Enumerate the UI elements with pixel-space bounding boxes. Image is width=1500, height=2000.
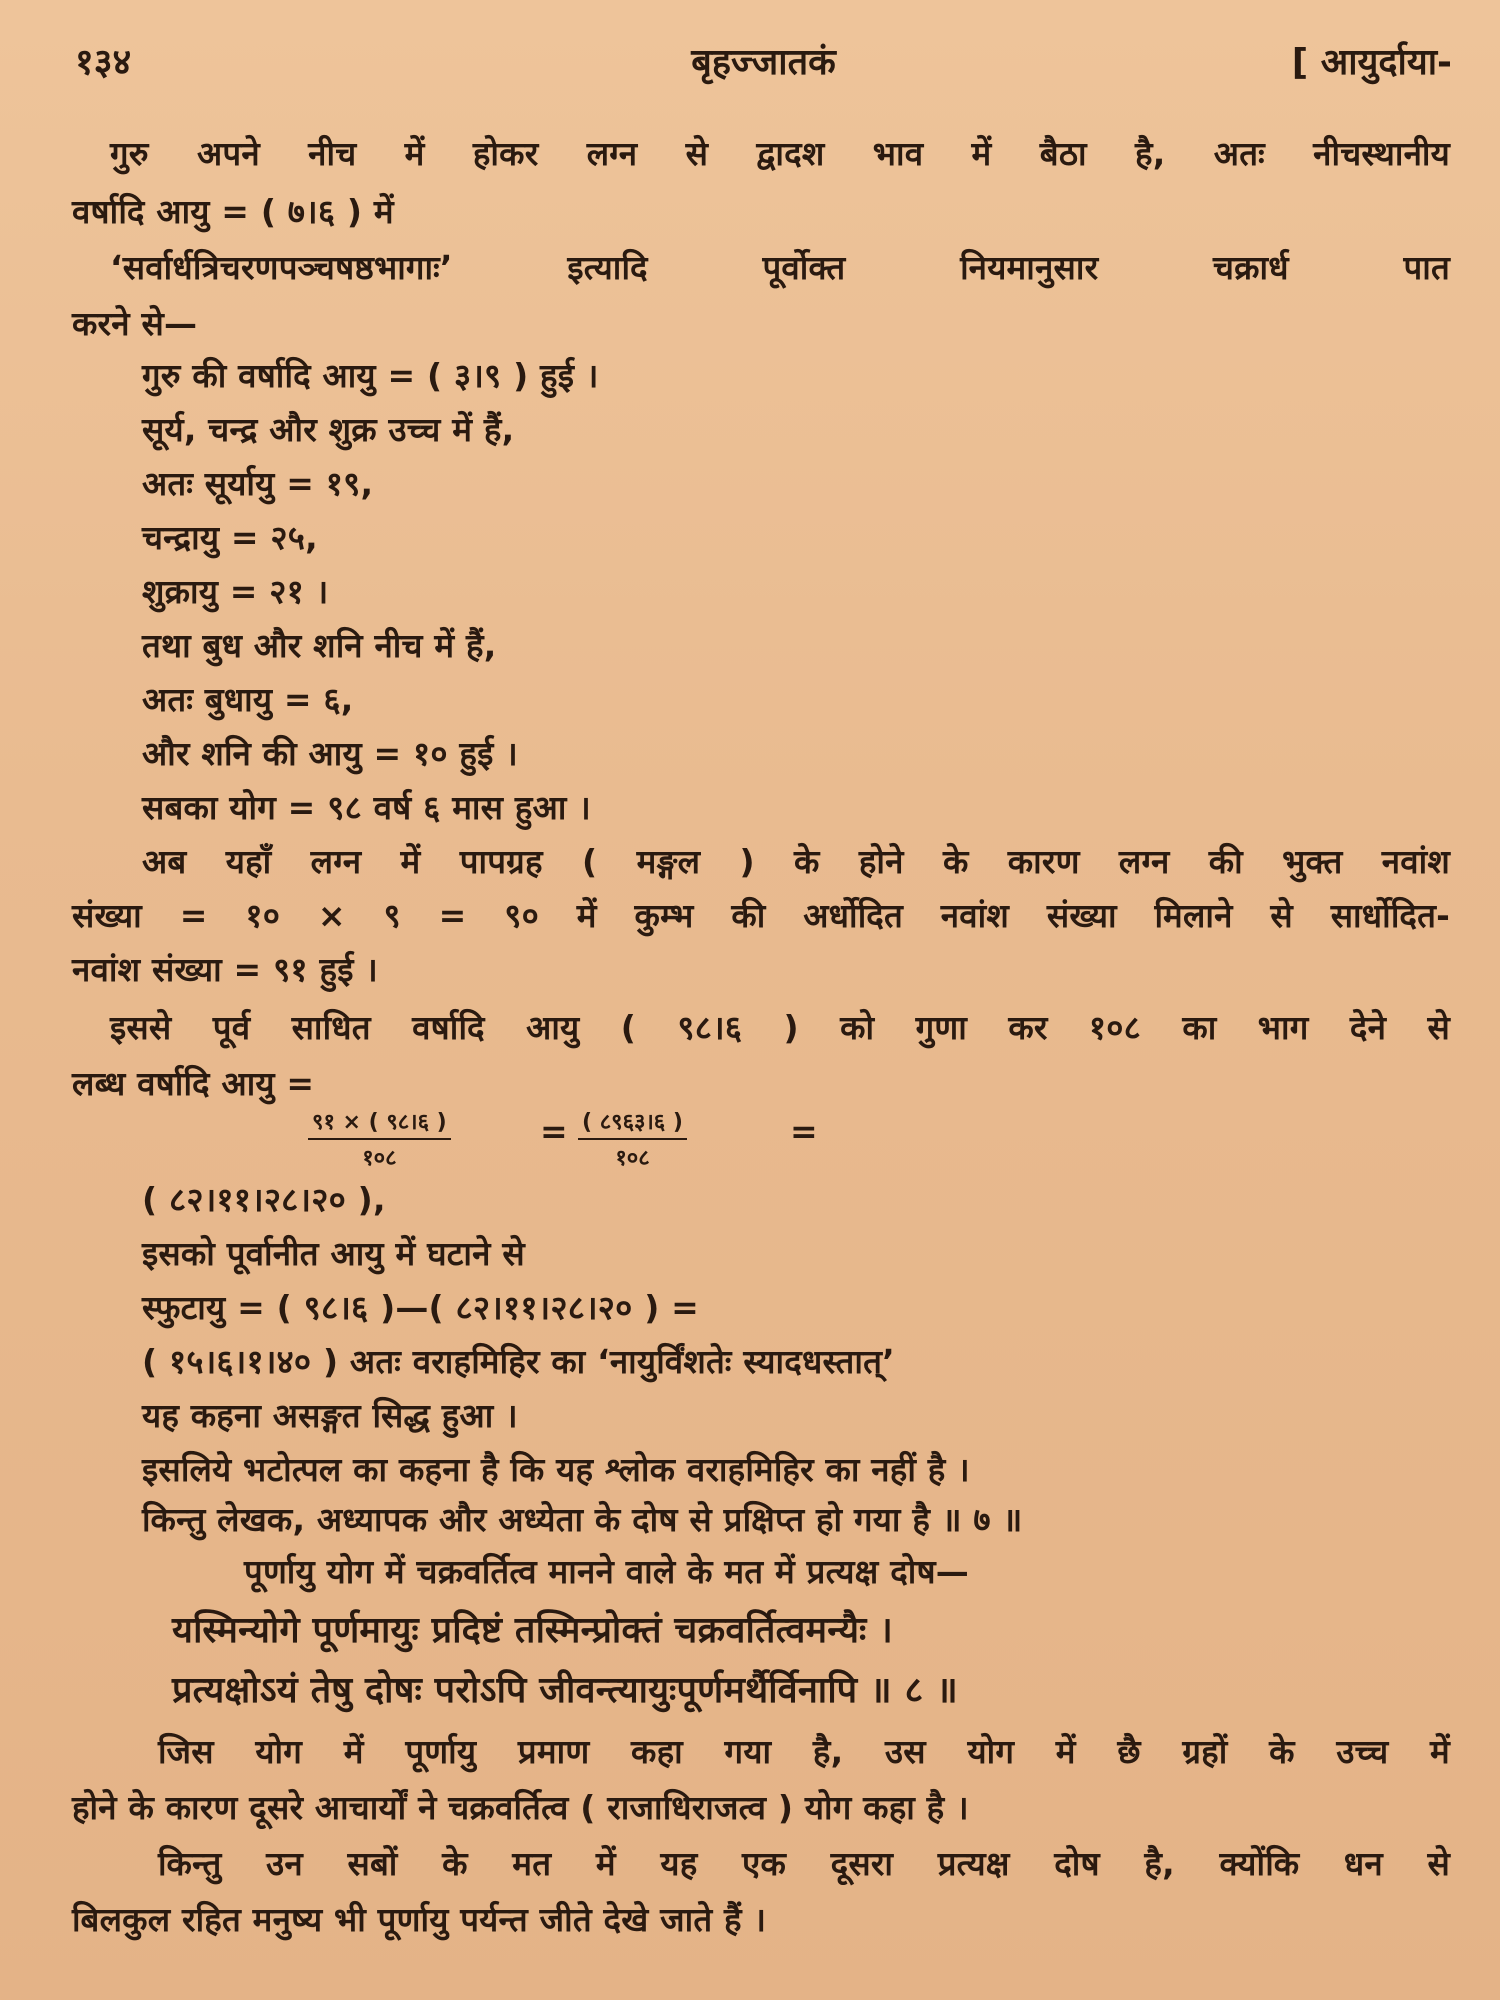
fraction-denominator: १०८	[362, 1146, 397, 1171]
fraction	[578, 1106, 687, 1172]
fraction-numerator: ९१ × ( ९८।६ )	[308, 1106, 451, 1140]
text-line: किन्तु लेखक, अध्यापक और अध्येता के दोष से प्रक्षिप्त हो गया है ॥ ७ ॥	[142, 1500, 1023, 1539]
text-line: सबका योग = ९८ वर्ष ६ मास हुआ ।	[142, 788, 591, 827]
text-line: नवांश संख्या = ९१ हुई ।	[72, 950, 378, 989]
text-line: इसलिये भटोत्पल का कहना है कि यह श्लोक वराहमिहिर का नहीं है ।	[142, 1450, 970, 1489]
text-line: ( १५।६।१।४० ) अतः वराहमिहिर का ‘नायुर्विंशतेः स्यादधस्तात्’	[142, 1342, 895, 1381]
text-line: चन्द्रायु = २५,	[142, 518, 318, 557]
verse-line: यस्मिन्योगे पूर्णमायुः प्रदिष्टं तस्मिन्प्रोक्तं चक्रवर्तित्वमन्यैः ।	[172, 1610, 894, 1651]
subheading: पूर्णायु योग में चक्रवर्तित्व मानने वाले के मत में प्रत्यक्ष दोष—	[244, 1552, 969, 1591]
text-line: जिस योग में पूर्णायु प्रमाण कहा गया है, उस योग में छै ग्रहों के उच्च में	[158, 1732, 1450, 1771]
equals-sign: =	[540, 1112, 568, 1151]
text-line: लब्ध वर्षादि आयु =	[72, 1064, 315, 1103]
text-line: इससे पूर्व साधित वर्षादि आयु ( ९८।६ ) को गुणा कर १०८ का भाग देने से	[110, 1008, 1450, 1047]
section-label: [ आयुर्दाया-	[1291, 42, 1452, 83]
text-line: यह कहना असङ्गत सिद्ध हुआ ।	[142, 1396, 518, 1435]
text-line: सूर्य, चन्द्र और शुक्र उच्च में हैं,	[142, 410, 515, 449]
text-line: ( ८२।११।२८।२० ),	[142, 1180, 386, 1219]
fraction	[308, 1106, 451, 1172]
text-line: होने के कारण दूसरे आचार्यों ने चक्रवर्तित्व ( राजाधिराजत्व ) योग कहा है ।	[72, 1788, 969, 1827]
text-line: शुक्रायु = २१ ।	[142, 572, 329, 611]
text-line: गुरु की वर्षादि आयु = ( ३।९ ) हुई ।	[142, 356, 599, 395]
page-number: १३४	[75, 42, 132, 83]
text-line: किन्तु उन सबों के मत में यह एक दूसरा प्रत्यक्ष दोष है, क्योंकि धन से	[158, 1844, 1450, 1883]
text-line: बिलकुल रहित मनुष्य भी पूर्णायु पर्यन्त जीते देखे जाते हैं ।	[72, 1900, 767, 1939]
text-line: ‘सर्वार्धत्रिचरणपञ्चषष्ठभागाः’ इत्यादि पूर्वोक्त नियमानुसार चक्रार्ध पात	[110, 248, 1450, 287]
verse-line: प्रत्यक्षोऽयं तेषु दोषः परोऽपि जीवन्त्यायुःपूर्णमर्थैर्विनापि ॥ ८ ॥	[172, 1670, 958, 1711]
text-line: और शनि की आयु = १० हुई ।	[142, 734, 518, 773]
text-line: संख्या = १० × ९ = ९० में कुम्भ की अर्धोदित नवांश संख्या मिलाने से सार्धोदित-	[72, 896, 1450, 935]
equals-sign: =	[790, 1112, 818, 1151]
text-line: स्फुटायु = ( ९८।६ )—( ८२।११।२८।२० ) =	[142, 1288, 700, 1327]
text-line: अतः बुधायु = ६,	[142, 680, 354, 719]
page-header	[75, 36, 1452, 96]
text-line: अब यहाँ लग्न में पापग्रह ( मङ्गल ) के होने के कारण लग्न की भुक्त नवांश	[142, 842, 1450, 881]
fraction-denominator: १०८	[615, 1146, 650, 1171]
text-line: इसको पूर्वानीत आयु में घटाने से	[142, 1234, 525, 1273]
text-line: वर्षादि आयु = ( ७।६ ) में	[72, 192, 394, 231]
text-line: करने से—	[72, 304, 198, 343]
text-line: अतः सूर्यायु = १९,	[142, 464, 374, 503]
running-title: बृहज्जातकं	[691, 42, 836, 83]
text-line: तथा बुध और शनि नीच में हैं,	[142, 626, 497, 665]
fraction-numerator: ( ८९६३।६ )	[578, 1106, 687, 1140]
text-line: गुरु अपने नीच में होकर लग्न से द्वादश भाव में बैठा है, अतः नीचस्थानीय	[110, 134, 1450, 173]
